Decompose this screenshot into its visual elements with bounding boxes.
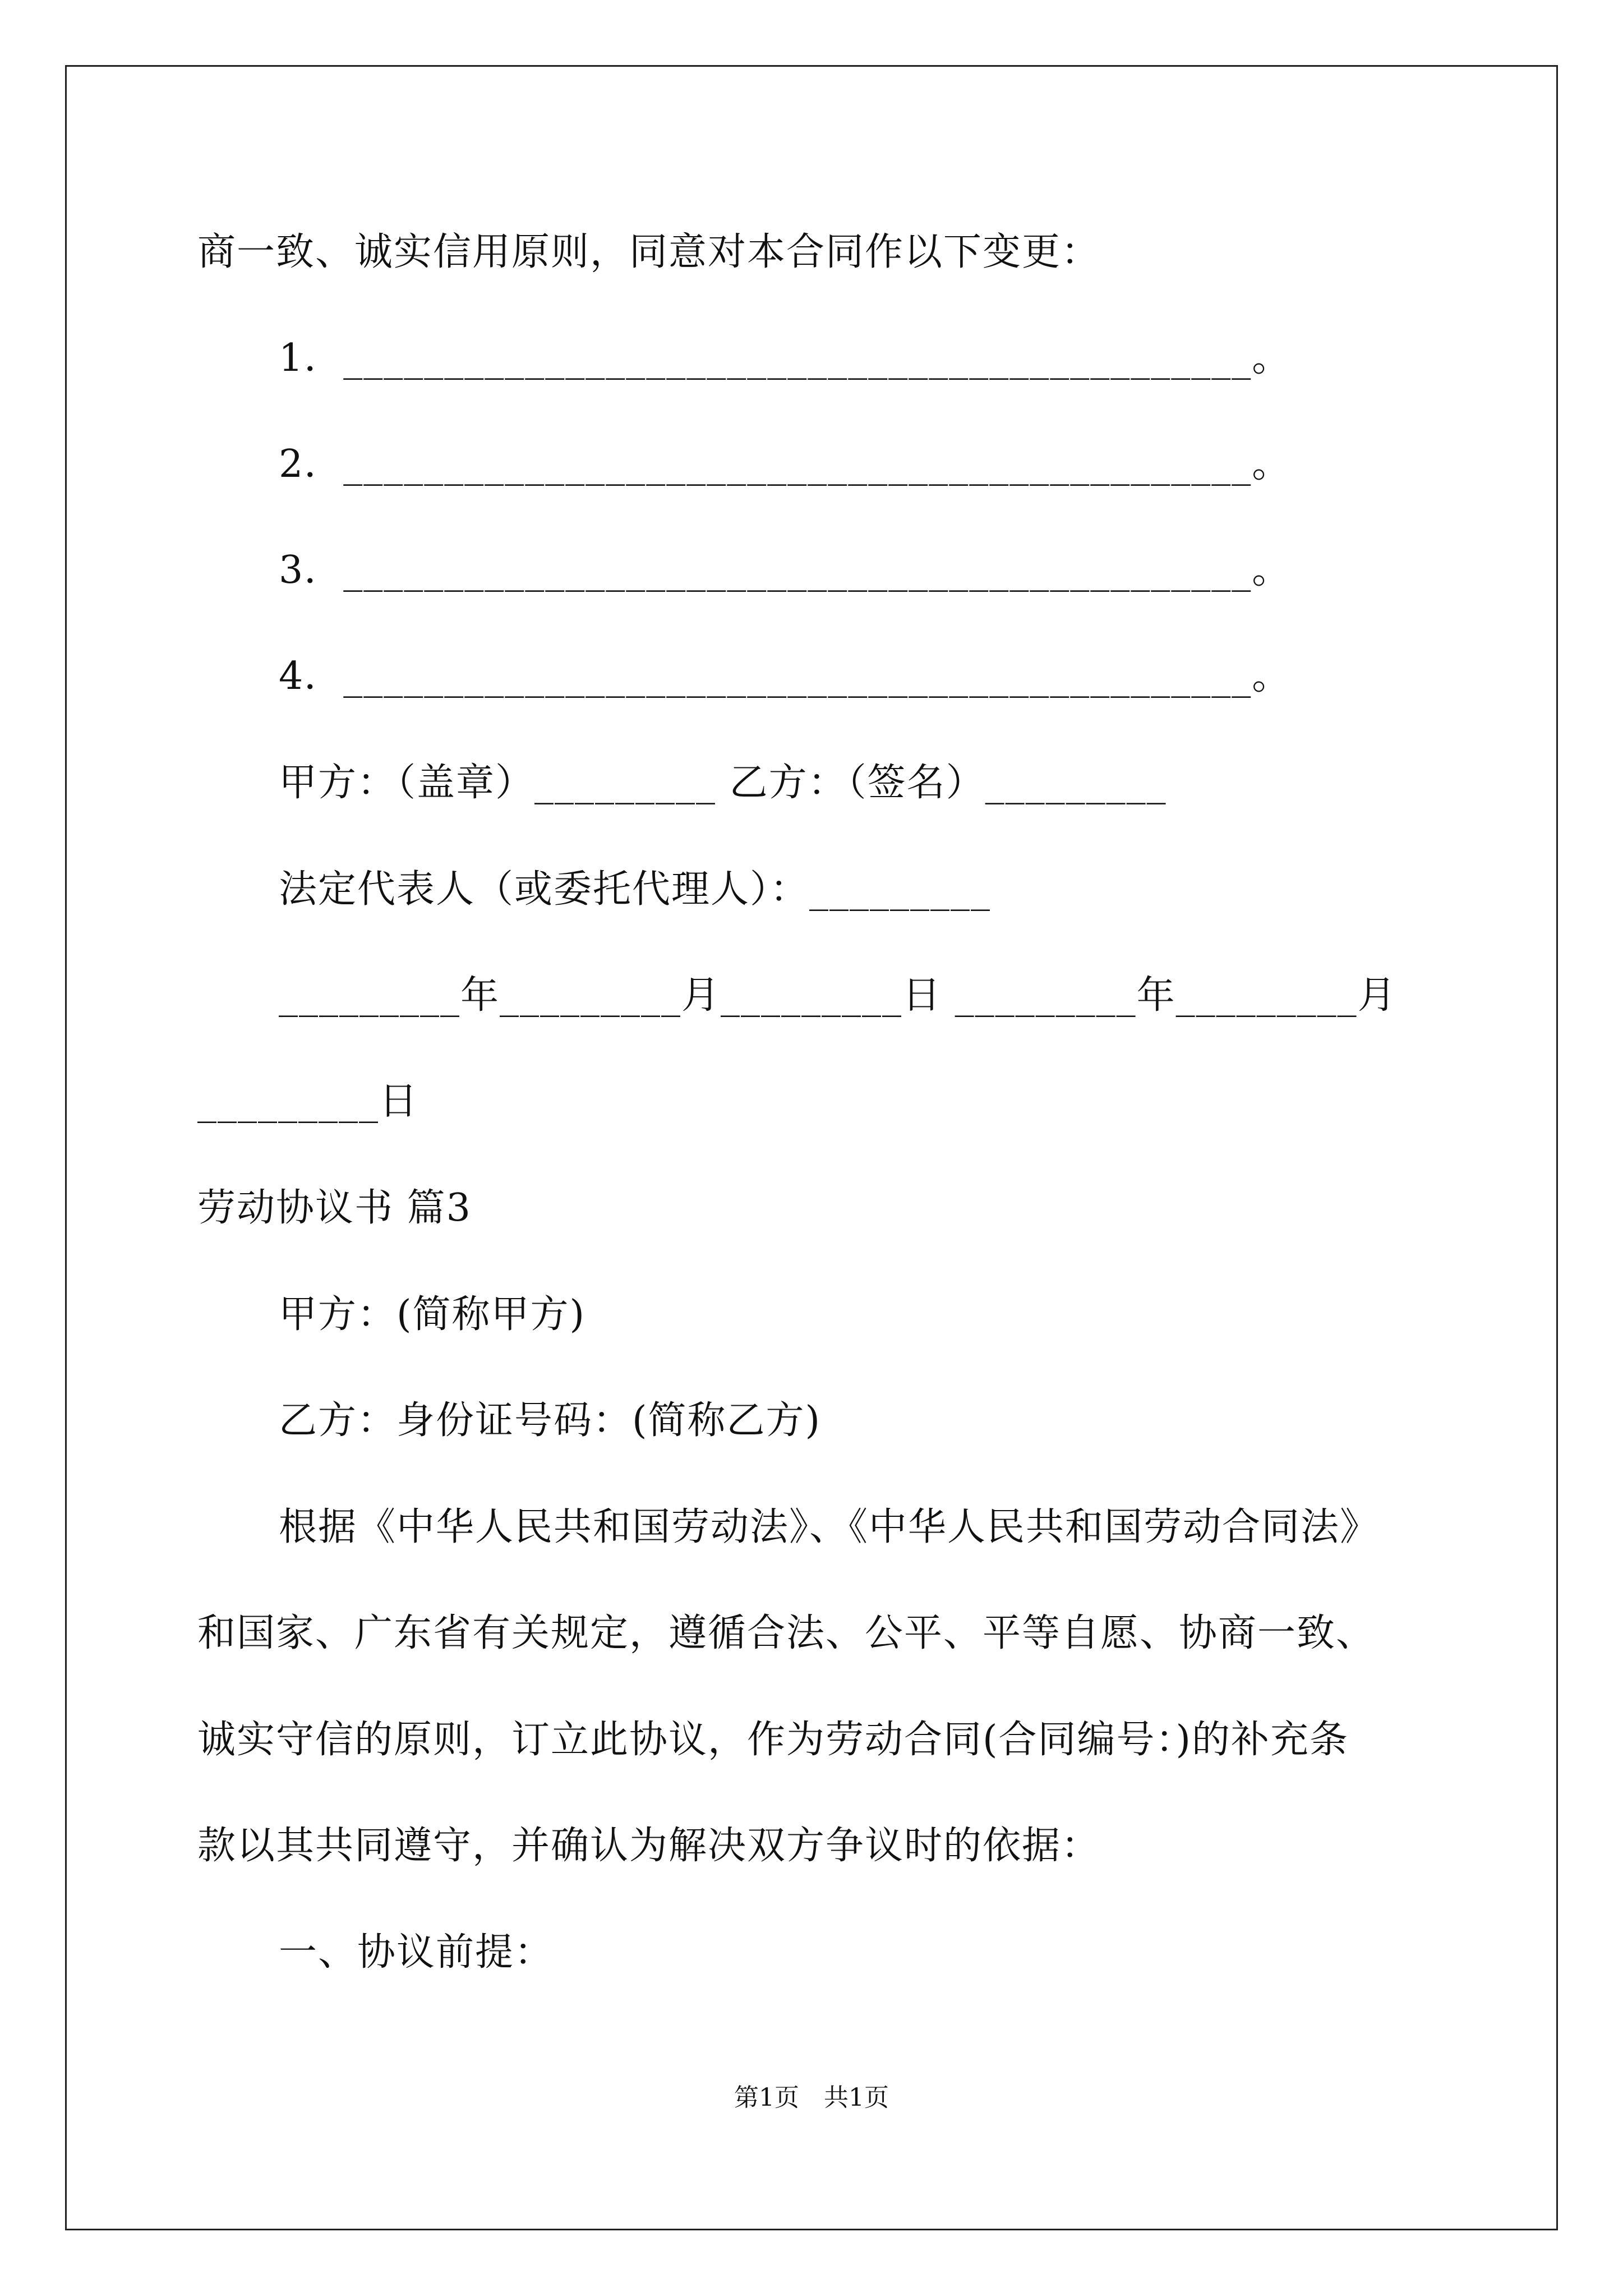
paragraph-line: 诚实守信的原则，订立此协议，作为劳动合同(合同编号：)的补充条 <box>197 1718 1349 1762</box>
page-border <box>65 65 1558 2230</box>
amendment-item-3: 3．_____________________________________________。 <box>279 548 1292 592</box>
paragraph-line: 和国家、广东省有关规定，遵循合法、公平、平等自愿、协商一致、 <box>197 1611 1376 1655</box>
signature-line-representative: 法定代表人（或委托代理人）：_________ <box>279 867 992 912</box>
clause-heading: 一、协议前提： <box>279 1930 554 1975</box>
paragraph-line: 根据《中华人民共和国劳动法》、《中华人民共和国劳动合同法》 <box>279 1505 1380 1549</box>
signature-line-parties: 甲方：（盖章）_________ 乙方：（签名）_________ <box>279 761 1167 805</box>
party-a-line: 甲方：(简称甲方) <box>279 1292 586 1337</box>
amendment-item-4: 4．_____________________________________________。 <box>279 654 1292 698</box>
paragraph-line: 款以其共同遵守，并确认为解决双方争议时的依据： <box>197 1824 1101 1868</box>
date-line-continuation: _________日 <box>197 1079 419 1124</box>
text-line-continuation: 商一致、诚实信用原则，同意对本合同作以下变更： <box>197 230 1101 274</box>
page-number: 第1页 共1页 <box>734 2083 889 2112</box>
date-line: _________年_________月_________日 _________年_________月 <box>279 973 1397 1018</box>
amendment-item-2: 2．_____________________________________________。 <box>279 442 1292 486</box>
section-heading: 劳动协议书 篇3 <box>197 1186 472 1230</box>
amendment-item-1: 1．_____________________________________________。 <box>279 336 1292 380</box>
party-b-line: 乙方：身份证号码：(简称乙方) <box>279 1398 822 1443</box>
